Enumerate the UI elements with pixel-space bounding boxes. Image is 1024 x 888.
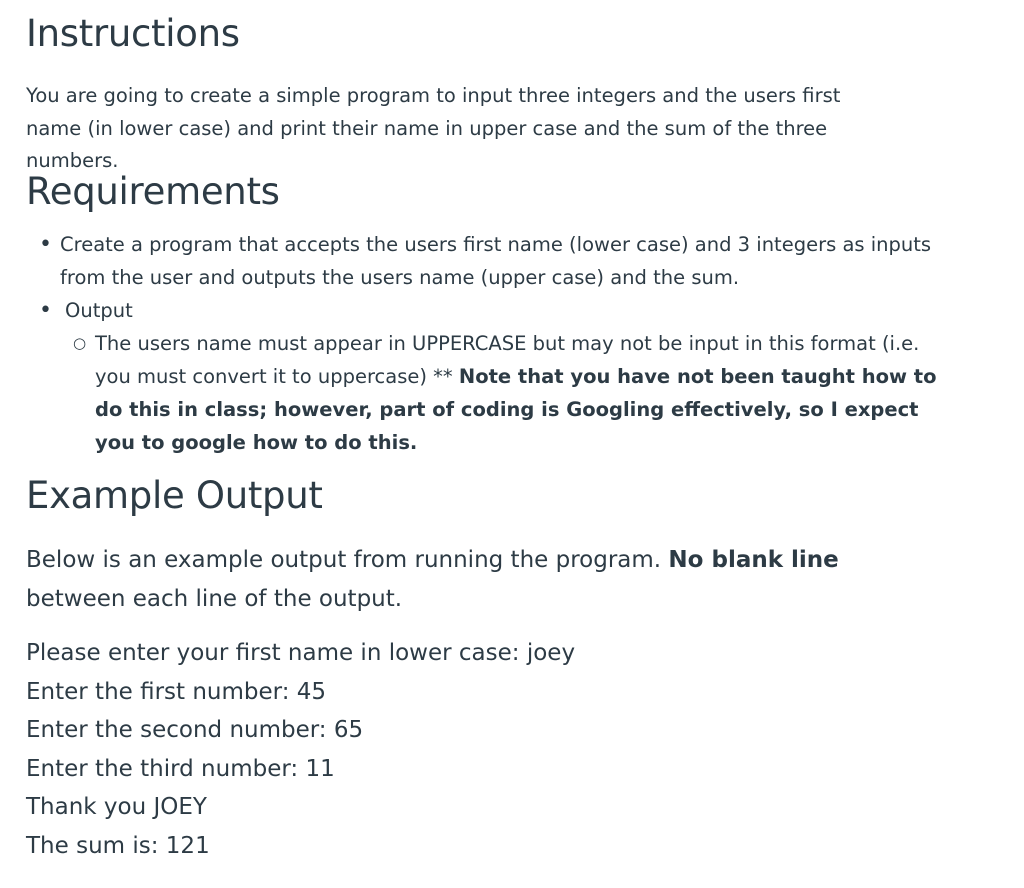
- requirements-list: [26, 228, 940, 459]
- requirement-item-output: [60, 294, 940, 459]
- example-output-heading: Example Output: [26, 474, 323, 517]
- requirement-item-text: Create a program that accepts the users first name (lower case) and 3 integers as inputs from the user and outputs the users name (upper case) and the sum.: [60, 233, 932, 289]
- output-line-first-number: Enter the first number: 45: [26, 678, 327, 705]
- example-intro-end: between each line of the output.: [26, 586, 403, 612]
- sub-requirement-note: Note that you have not been taught how to do this in class; however, part of coding is Googling effectively, so I expect you to google how to do this.: [95, 365, 937, 454]
- example-output-block: [26, 634, 575, 865]
- output-line-thank-you: Thank you JOEY: [26, 794, 207, 820]
- requirements-heading: Requirements: [26, 170, 280, 213]
- requirement-item-create-program: [60, 228, 940, 294]
- instructions-heading: Instructions: [26, 12, 240, 55]
- output-line-third-number: Enter the third number: 11: [26, 755, 335, 782]
- output-sublist: [60, 327, 940, 459]
- sub-requirement-uppercase: [95, 327, 940, 459]
- output-line-prompt-name: Please enter your first name in lower case: joey: [26, 640, 576, 666]
- example-intro-paragraph: [26, 541, 846, 619]
- requirement-output-label: Output: [65, 299, 133, 322]
- sub-requirement-text: The users name must appear in UPPERCASE but may not be input in this format (i.e. you must convert it to uppercase) **: [95, 332, 920, 388]
- output-line-second-number: Enter the second number: 65: [26, 717, 364, 743]
- example-intro-bold: No blank line: [668, 547, 839, 573]
- output-line-sum: The sum is: 121: [26, 832, 210, 859]
- instructions-paragraph: You are going to create a simple program to input three integers and the users first name (in lower case) and print their name in upper case and the sum of the three numbers.: [26, 84, 841, 172]
- example-intro-text: Below is an example output from running the program.: [26, 547, 669, 573]
